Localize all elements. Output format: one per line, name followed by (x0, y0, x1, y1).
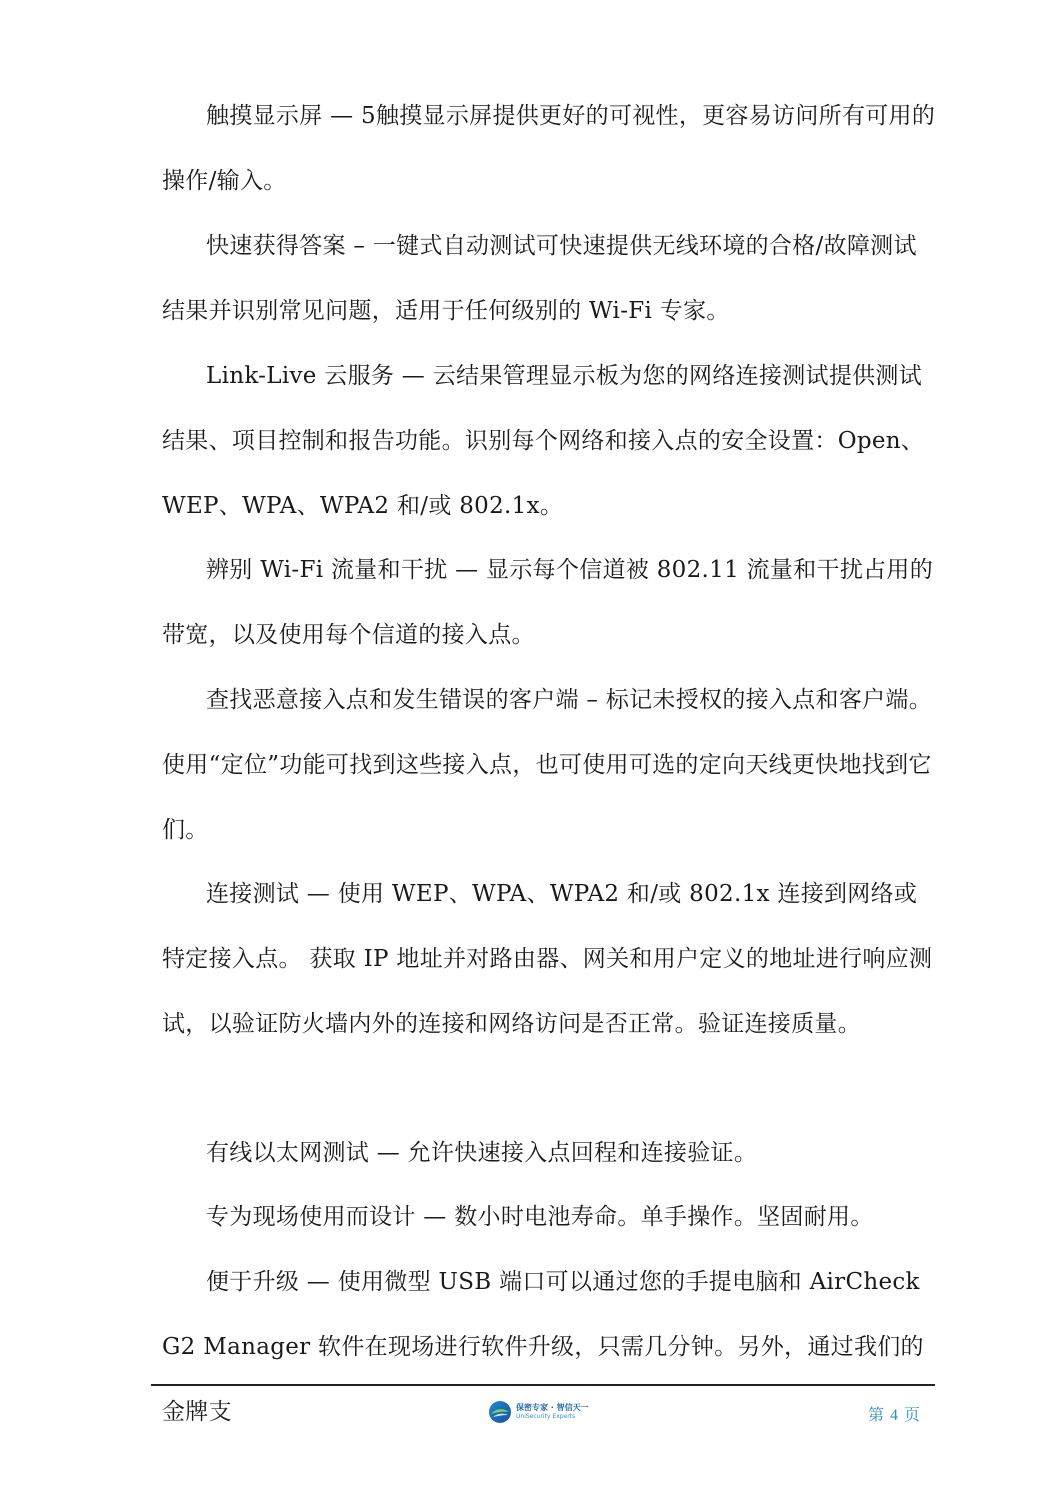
paragraph-touch-display: 触摸显示屏 — 5触摸显示屏提供更好的可视性，更容易访问所有可用的操作/输入。 (162, 103, 936, 194)
paragraph-rogue-ap: 查找恶意接入点和发生错误的客户端 – 标记未授权的接入点和客户端。使用“定位”功能可找到这些接入点，也可使用可选的定向天线更快地找到它们。 (162, 687, 933, 843)
footer-divider (151, 1384, 935, 1386)
paragraph-wifi-traffic: 辨别 Wi-Fi 流量和干扰 — 显示每个信道被 802.11 流量和干扰占用的带宽，以及使用每个信道的接入点。 (162, 557, 934, 648)
paragraph-quick-answers: 快速获得答案 – 一键式自动测试可快速提供无线环境的合格/故障测试结果并识别常见问题，适用于任何级别的 Wi-Fi 专家。 (162, 233, 917, 324)
paragraph-connection-test: 连接测试 — 使用 WEP、WPA、WPA2 和/或 802.1x 连接到网络或特定接入点。 获取 IP 地址并对路由器、网关和用户定义的地址进行响应测试，以验证防火墙内外的连接和网络访问是否正常。验证连接质量。 (162, 881, 933, 1037)
globe-logo-icon (488, 1400, 512, 1424)
page-number: 第 4 页 (868, 1407, 922, 1424)
paragraph-field-design: 专为现场使用而设计 — 数小时电池寿命。单手操作。坚固耐用。 (206, 1204, 874, 1230)
paragraph-link-live: Link-Live 云服务 — 云结果管理显示板为您的网络连接测试提供测试结果、项目控制和报告功能。识别每个网络和接入点的安全设置：Open、WEP、WPA、WPA2 和/或 802.1x。 (162, 363, 925, 519)
footer-logo (488, 1398, 589, 1426)
logo-chinese-text: 保密专家 · 智信天一 (516, 1403, 589, 1412)
logo-english-text: UniSecurity Experts (516, 1413, 576, 1420)
paragraph-upgrade: 便于升级 — 使用微型 USB 端口可以通过您的手提电脑和 AirCheck G2 Manager 软件在现场进行软件升级，只需几分钟。另外，通过我们的金牌支 (162, 1269, 924, 1425)
paragraph-ethernet-test: 有线以太网测试 — 允许快速接入点回程和连接验证。 (206, 1140, 758, 1166)
